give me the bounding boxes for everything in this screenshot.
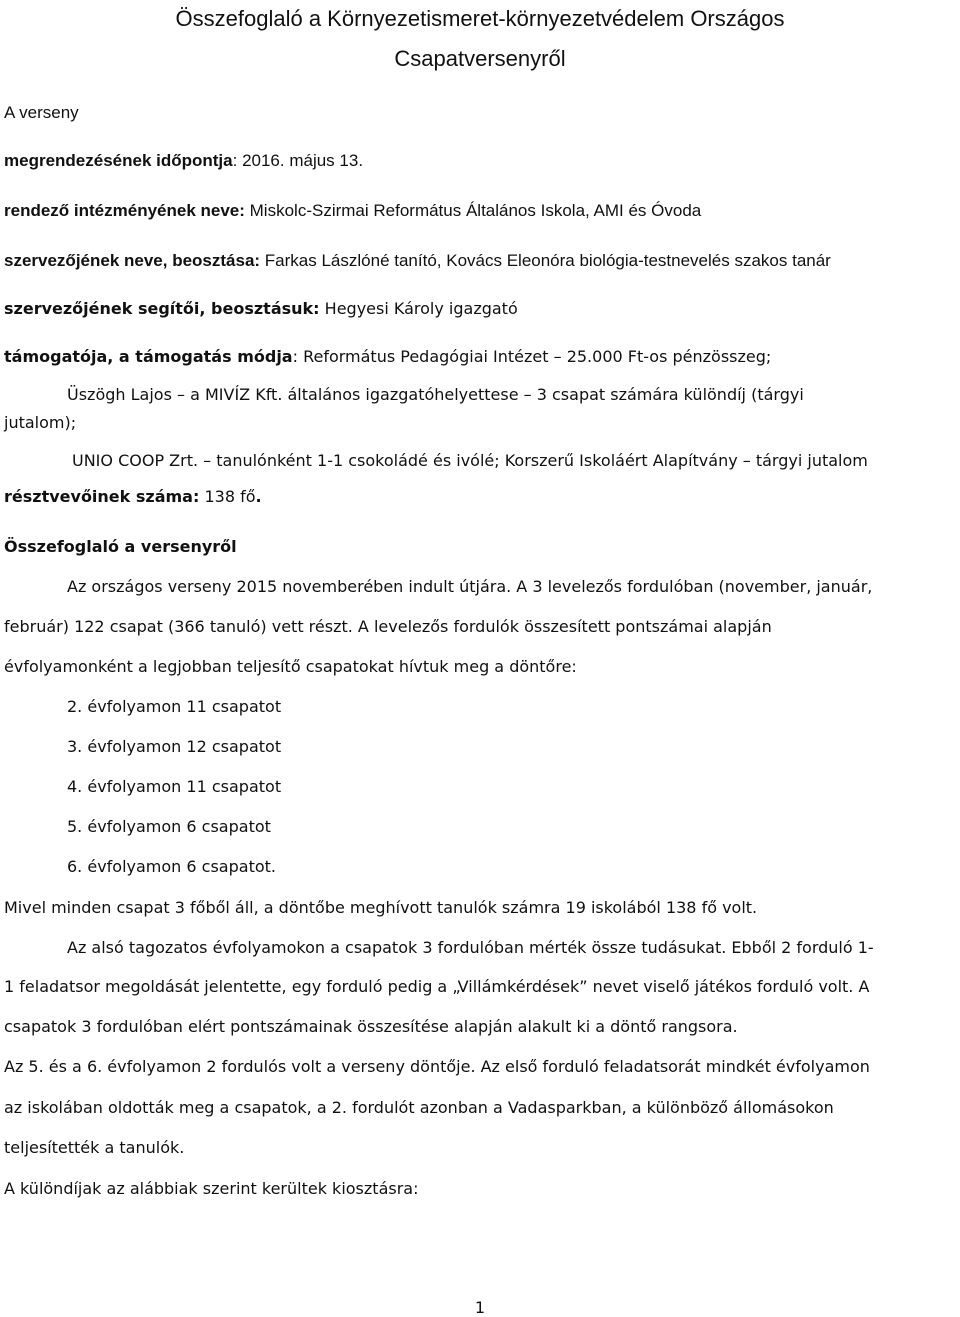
intro-heading: A verseny xyxy=(4,103,79,122)
organizer-value: Farkas Lászlóné tanító, Kovács Eleonóra biológia-testnevelés szakos tanár xyxy=(260,251,831,270)
summary-p1-line-3: évfolyamonként a legjobban teljesítő csapatokat hívtuk meg a döntőre: xyxy=(4,657,577,676)
sponsor-label: támogatója, a támogatás módja xyxy=(4,347,293,366)
grade-list-item: 2. évfolyamon 11 csapatot xyxy=(67,697,282,716)
host-label: rendező intézményének neve: xyxy=(4,201,245,220)
participants-row xyxy=(4,486,262,508)
participants-label: résztvevőinek száma: xyxy=(4,487,200,506)
grade-list-item: 5. évfolyamon 6 csapatot xyxy=(67,817,271,836)
organizer-label: szervezőjének neve, beosztása: xyxy=(4,251,261,270)
page-number: 1 xyxy=(474,1298,486,1317)
participants-dot: . xyxy=(255,487,262,506)
summary-p5: A különdíjak az alábbiak szerint kerültek kiosztásra: xyxy=(4,1179,419,1198)
host-value: Miskolc-Szirmai Református Általános Iskola, AMI és Óvoda xyxy=(244,201,702,220)
grade-list-item: 3. évfolyamon 12 csapatot xyxy=(67,737,282,756)
date-row xyxy=(4,150,363,172)
date-value: : 2016. május 13. xyxy=(232,151,364,170)
summary-p4-line-2: az iskolában oldották meg a csapatok, a 2. fordulót azonban a Vadasparkban, a különböző állomásokon xyxy=(4,1098,834,1117)
organizer-row xyxy=(4,250,831,272)
helpers-value: Hegyesi Károly igazgató xyxy=(319,299,518,318)
host-row xyxy=(4,200,701,222)
summary-p3-line-1: Az alsó tagozatos évfolyamokon a csapatok 3 fordulóban mérték össze tudásukat. Ebből 2 forduló 1- xyxy=(67,938,874,957)
summary-p4-line-3: teljesítették a tanulók. xyxy=(4,1138,185,1157)
document-title-line-1: Összefoglaló a Környezetismeret-környezetvédelem Országos xyxy=(175,6,785,31)
participants-value: 138 fő xyxy=(199,487,256,506)
summary-p3-line-2: 1 feladatsor megoldását jelentette, egy forduló pedig a „Villámkérdések” nevet viselő játékos forduló volt. A xyxy=(4,977,870,996)
sponsor-2-line-1: Üszögh Lajos – a MIVÍZ Kft. általános igazgatóhelyettese – 3 csapat számára különdíj (tárgyi xyxy=(67,385,804,404)
document-title-line-2: Csapatversenyről xyxy=(394,46,566,71)
helpers-row xyxy=(4,298,518,320)
summary-heading: Összefoglaló a versenyről xyxy=(4,537,237,556)
summary-p3-line-3: csapatok 3 fordulóban elért pontszámainak összesítése alapján alakult ki a döntő rangsora. xyxy=(4,1017,738,1036)
summary-p1-line-2: február) 122 csapat (366 tanuló) vett részt. A levelezős fordulók összesített pontszámai alapján xyxy=(4,617,772,636)
summary-p4-line-1: Az 5. és a 6. évfolyamon 2 fordulós volt a verseny döntője. Az első forduló feladatsorát mindkét évfolyamon xyxy=(4,1057,870,1076)
sponsor-row xyxy=(4,346,771,368)
sponsor-2-line-2: jutalom); xyxy=(4,413,77,432)
summary-p1-line-1: Az országos verseny 2015 novemberében indult útjára. A 3 levelezős fordulóban (november, január, xyxy=(67,577,873,596)
grade-list-item: 4. évfolyamon 11 csapatot xyxy=(67,777,282,796)
summary-p2: Mivel minden csapat 3 főből áll, a döntőbe meghívott tanulók számra 19 iskolából 138 fő volt. xyxy=(4,898,758,917)
date-label: megrendezésének időpontja xyxy=(4,151,233,170)
grade-list-item: 6. évfolyamon 6 csapatot. xyxy=(67,857,276,876)
sponsor-3: UNIO COOP Zrt. – tanulónként 1-1 csokoládé és ivólé; Korszerű Iskoláért Alapítvány – tárgyi jutalom xyxy=(72,451,868,470)
helpers-label: szervezőjének segítői, beosztásuk: xyxy=(4,299,320,318)
sponsor-value: : Református Pedagógiai Intézet – 25.000 Ft-os pénzösszeg; xyxy=(292,347,772,366)
